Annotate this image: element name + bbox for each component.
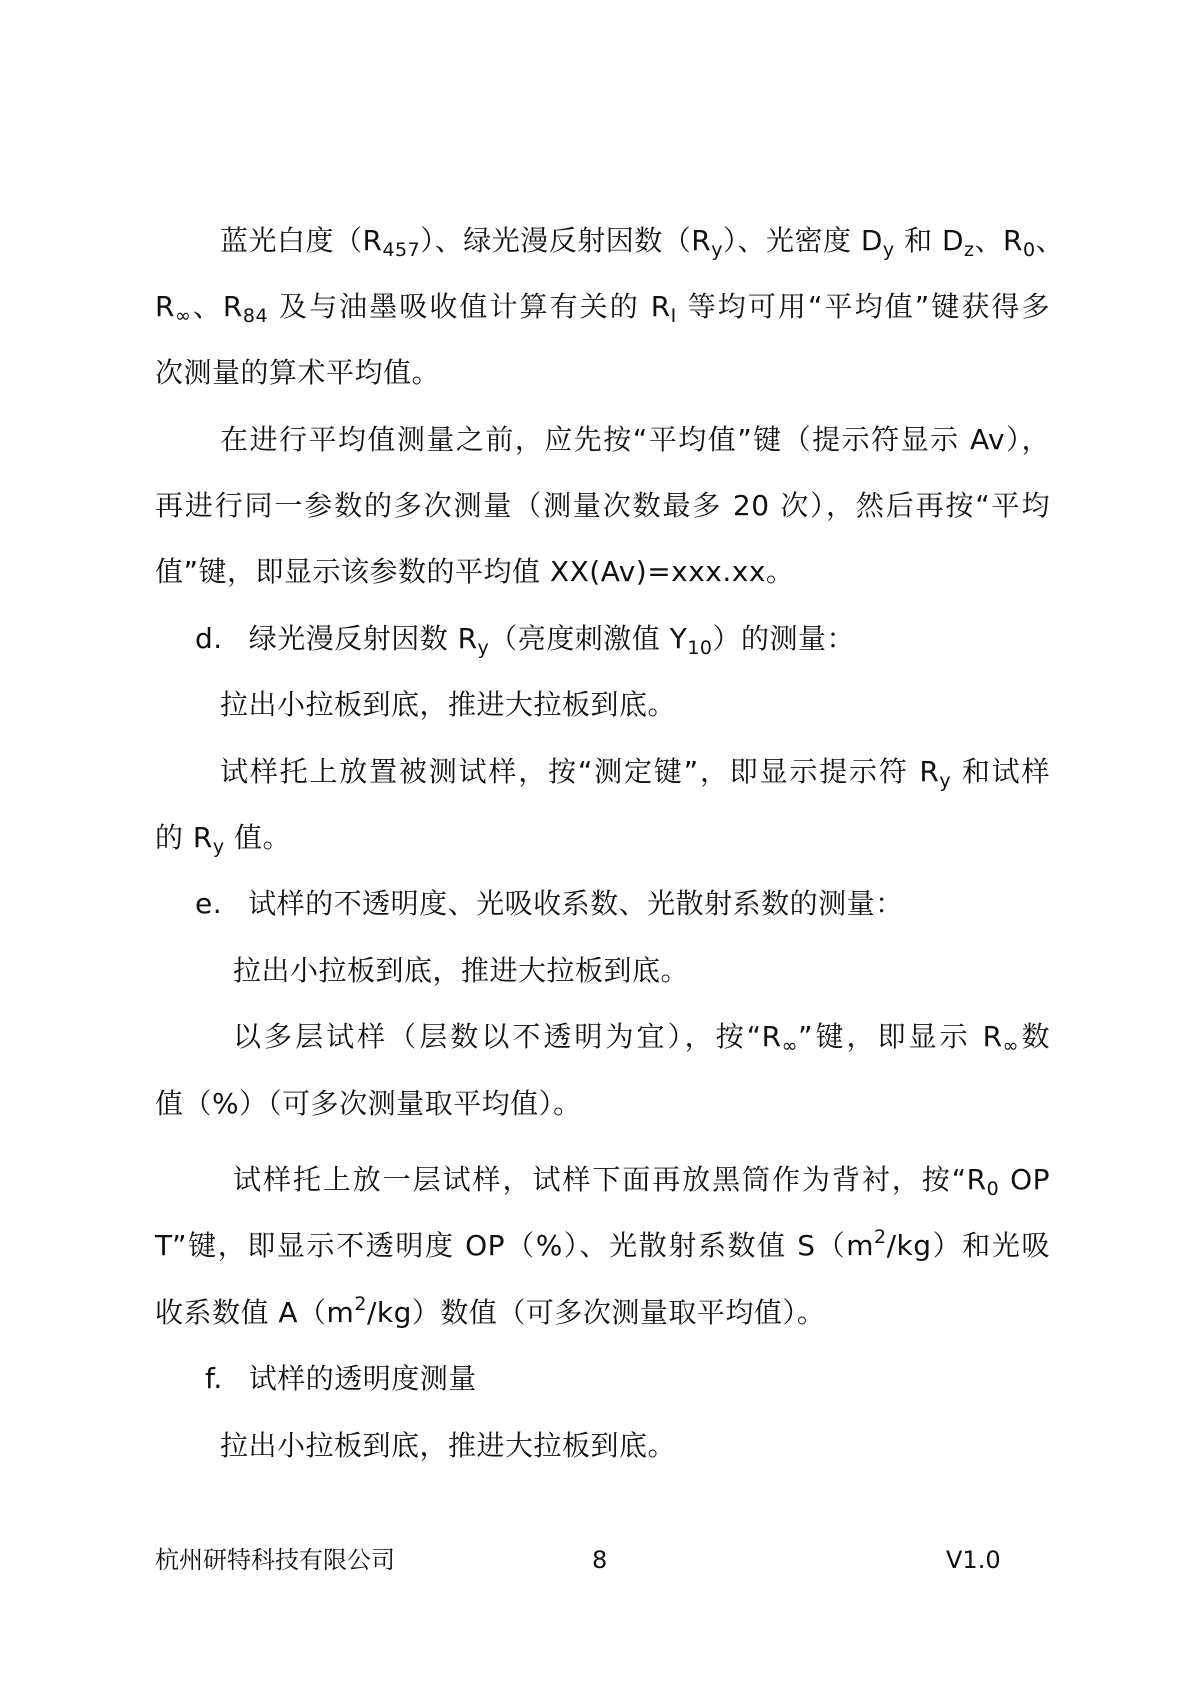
text-run: ）的测量： <box>712 622 856 655</box>
subscript: z <box>964 239 975 261</box>
superscript: 2 <box>354 1293 367 1315</box>
list-item-heading <box>205 1359 477 1399</box>
text-run: 、R <box>974 224 1023 257</box>
text-run: 数 <box>1018 1020 1050 1053</box>
text-run: /kg）数值（可多次测量取平均值）。 <box>366 1296 826 1329</box>
subscript: I <box>670 305 677 327</box>
text-run: 收系数值 A（m <box>155 1296 355 1329</box>
text-run: 试样的透明度测量 <box>248 1362 477 1395</box>
subscript: 10 <box>687 637 713 659</box>
subscript: 84 <box>242 305 269 327</box>
text-run: 和 D <box>894 224 965 257</box>
paragraph-line <box>155 1226 1050 1266</box>
paragraph-line <box>155 353 440 393</box>
text-run: 试样的不透明度、光吸收系数、光散射系数的测量： <box>248 887 904 920</box>
list-marker: f. <box>205 1362 223 1395</box>
superscript: 2 <box>874 1226 887 1248</box>
subscript: 0 <box>1023 239 1036 261</box>
subscript: ∞ <box>1002 1035 1019 1057</box>
text-run: 及与油墨吸收值计算有关的 R <box>268 290 671 323</box>
text-run: （亮度刺激值 Y <box>489 622 688 655</box>
paragraph-line: 值（%）（可多次测量取平均值）。 <box>155 1087 582 1120</box>
text-run: 的 R <box>155 821 213 854</box>
text-run: 值。 <box>224 821 292 854</box>
list-marker: d. <box>195 622 223 655</box>
paragraph-line: 再进行同一参数的多次测量（测量次数最多 20 次），然后再按“平均 <box>155 489 1050 522</box>
text-run: 蓝光白度（R <box>220 224 383 257</box>
text-run: 、 <box>1035 224 1065 257</box>
subscript: y <box>212 836 225 858</box>
footer-page-number: 8 <box>592 1546 608 1574</box>
text-run: 、R <box>191 290 243 323</box>
text-run: ）、绿光漫反射因数（R <box>420 224 712 257</box>
paragraph-line: 拉出小拉板到底，推进大拉板到底。 <box>233 954 690 987</box>
text-run: 等均可用“平均值”键获得多 <box>676 290 1050 323</box>
text-run: 试样托上放置被测试样，按“测定键”，即显示提示符 R <box>220 755 940 788</box>
subscript: y <box>882 239 895 261</box>
subscript: y <box>939 770 952 792</box>
text-run: 以多层试样（层数以不透明为宜），按“R <box>233 1020 782 1053</box>
paragraph-line: 拉出小拉板到底，推进大拉板到底。 <box>220 688 677 721</box>
subscript: 0 <box>986 1178 1000 1200</box>
text-run: /kg）和光吸 <box>886 1229 1050 1262</box>
subscript: 457 <box>382 239 421 261</box>
text-run: 试样托上放一层试样，试样下面再放黑筒作为背衬，按“R <box>233 1163 987 1196</box>
subscript: y <box>711 239 723 261</box>
text-run: R <box>155 290 175 323</box>
text-run: ”键，即显示 R <box>797 1020 1003 1053</box>
text-run: ）、光密度 D <box>722 224 883 257</box>
list-item-heading <box>195 884 904 924</box>
text-run: T”键，即显示不透明度 OP（%）、光散射系数值 S（m <box>155 1229 875 1262</box>
list-marker: e. <box>195 887 223 920</box>
paragraph-line <box>155 818 291 858</box>
paragraph-line <box>233 1017 1050 1057</box>
subscript: ∞ <box>174 305 192 327</box>
paragraph-line <box>220 221 1065 261</box>
list-item-heading <box>195 619 855 659</box>
paragraph-line <box>220 752 1050 792</box>
text-run: 和试样 <box>951 755 1051 788</box>
paragraph-line: 在进行平均值测量之前，应先按“平均值”键（提示符显示 Av）， <box>220 423 1050 456</box>
paragraph-line: 拉出小拉板到底，推进大拉板到底。 <box>220 1429 677 1462</box>
text-run: OP <box>999 1163 1051 1196</box>
paragraph-line <box>233 1160 1050 1200</box>
paragraph-line: 值”键，即显示该参数的平均值 XX(Av)=xxx.xx。 <box>155 555 795 588</box>
subscript: y <box>477 637 490 659</box>
text-run: 次测量的算术平均值。 <box>155 356 441 389</box>
subscript: ∞ <box>781 1035 798 1057</box>
text-run: 绿光漫反射因数 R <box>248 622 478 655</box>
footer-company: 杭州研特科技有限公司 <box>155 1546 395 1574</box>
paragraph-line <box>155 1293 825 1333</box>
paragraph-line <box>155 287 1050 327</box>
footer-version: V1.0 <box>946 1546 1001 1574</box>
